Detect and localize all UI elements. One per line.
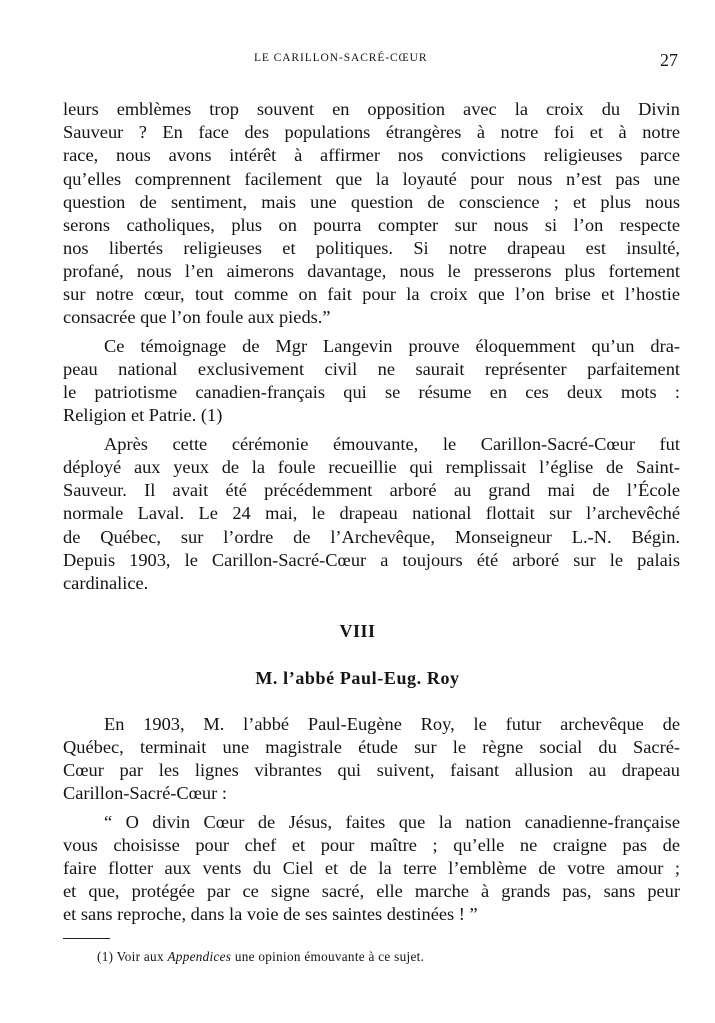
text-line: Sauveur ? En face des populations étrangères à notre foi et à notre: [63, 122, 680, 142]
footnote-text: Voir aux: [113, 949, 168, 964]
text-line: faire flotter aux vents du Ciel et de la terre l’emblème de votre amour ;: [63, 858, 680, 878]
text-line: vous choisisse pour chef et pour maître ; qu’elle ne craigne pas de: [63, 835, 680, 855]
footnote: [97, 949, 424, 965]
text-line: profané, nous l’en aimerons davantage, nous le presserons plus fortement: [63, 261, 680, 281]
text-line: Cœur par les lignes vibrantes qui suivent, faisant allusion au drapeau: [63, 760, 680, 780]
text-line: question de sentiment, mais une question de conscience ; et plus nous: [63, 192, 680, 212]
section-title: M. l’abbé Paul-Eug. Roy: [255, 668, 460, 688]
footnote-rule: [63, 938, 110, 939]
text-line: le patriotisme canadien-français qui se résume en ces deux mots :: [63, 382, 680, 402]
text-line: Après cette cérémonie émouvante, le Carillon-Sacré-Cœur fut: [104, 434, 680, 454]
text-line: Sauveur. Il avait été précédemment arboré au grand mai de l’École: [63, 480, 680, 500]
footnote-italic-appendices: Appendices: [167, 949, 232, 964]
footnote-text: une opinion émouvante à ce sujet.: [231, 949, 425, 964]
text-line: qu’elles comprennent facilement que la loyauté pour nous n’est pas une: [63, 169, 680, 189]
running-head: [0, 52, 715, 72]
text-line: sur notre cœur, tout comme on fait pour la croix que l’on brise et l’hostie: [63, 284, 680, 304]
text-line: et que, protégée par ce signe sacré, elle marche à grands pas, sans peur: [63, 881, 680, 901]
text-line: En 1903, M. l’abbé Paul-Eugène Roy, le futur archevêque de: [104, 714, 680, 734]
footnote-marker: (1): [97, 949, 114, 964]
text-line: Carillon-Sacré-Cœur :: [63, 783, 227, 803]
text-line: et sans reproche, dans la voie de ses saintes destinées ! ”: [63, 904, 478, 924]
text-line: de Québec, sur l’ordre de l’Archevêque, Monseigneur L.-N. Bégin.: [63, 527, 680, 547]
text-line: “ O divin Cœur de Jésus, faites que la nation canadienne-française: [104, 812, 680, 832]
text-line: normale Laval. Le 24 mai, le drapeau national flottait sur l’archevêché: [63, 503, 680, 523]
section-number: VIII: [339, 621, 376, 641]
text-line: Depuis 1903, le Carillon-Sacré-Cœur a toujours été arboré sur le palais: [63, 550, 680, 570]
text-line: peau national exclusivement civil ne saurait représenter parfaitement: [63, 359, 680, 379]
text-line: Religion et Patrie. (1): [63, 405, 223, 425]
text-line: Québec, terminait une magistrale étude sur le règne social du Sacré-: [63, 737, 680, 757]
text-line: consacrée que l’on foule aux pieds.”: [63, 307, 331, 327]
text-line: Ce témoignage de Mgr Langevin prouve éloquemment qu’un dra-: [104, 336, 680, 356]
text-line: cardinalice.: [63, 573, 149, 593]
page-number: 27: [660, 50, 678, 70]
text-line: race, nous avons intérêt à affirmer nos convictions religieuses parce: [63, 145, 680, 165]
text-line: nos libertés religieuses et politiques. Si notre drapeau est insulté,: [63, 238, 680, 258]
text-line: serons catholiques, plus on pourra compter sur nous si l’on respecte: [63, 215, 680, 235]
text-line: déployé aux yeux de la foule recueillie qui remplissait l’église de Saint-: [63, 457, 680, 477]
running-title: LE CARILLON-SACRÉ-CŒUR: [254, 52, 428, 64]
text-line: leurs emblèmes trop souvent en opposition avec la croix du Divin: [63, 99, 680, 119]
